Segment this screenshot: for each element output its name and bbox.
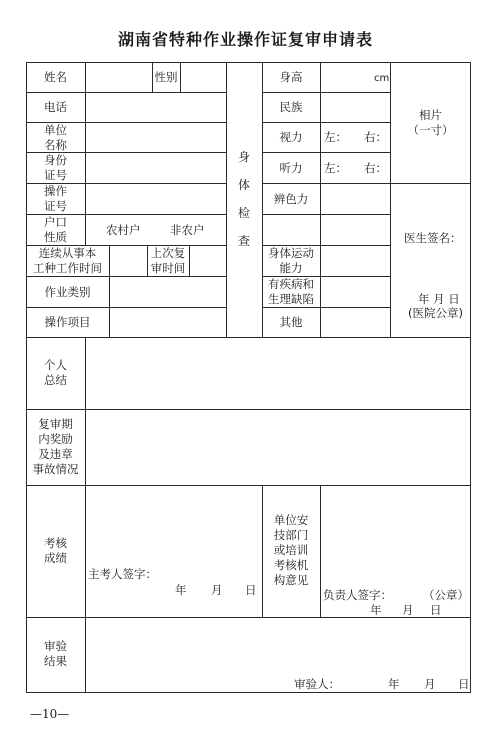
last-review-label: 上次复 审时间 xyxy=(150,246,186,275)
non-rural-option[interactable]: 非农户 xyxy=(170,223,205,237)
hearing-right-label: 右： xyxy=(364,161,387,175)
height-label: 身高 xyxy=(279,70,303,84)
examiner-year: 年 xyxy=(175,583,187,597)
motor-ability-label: 身体运动 能力 xyxy=(268,246,314,275)
form-title: 湖南省特种作业操作证复审申请表 xyxy=(117,30,373,49)
phone-label: 电话 xyxy=(44,100,67,114)
exam-date: 年 月 日 xyxy=(418,292,460,306)
op-item-label: 操作项目 xyxy=(44,315,91,329)
hearing-label: 听力 xyxy=(279,161,303,175)
physical-exam-char-1: 身 xyxy=(237,150,250,164)
work-category-label: 作业类别 xyxy=(44,285,91,299)
physical-exam-char-3: 检 xyxy=(237,206,250,220)
audit-month: 月 xyxy=(424,677,436,691)
ethnicity-label: 民族 xyxy=(279,100,303,114)
review-record-label: 复审期 内奖励 及违章 事故情况 xyxy=(32,417,79,476)
physical-exam-label xyxy=(226,148,262,260)
vision-label: 视力 xyxy=(279,130,303,144)
name-label: 姓名 xyxy=(44,70,67,84)
hospital-seal-label: (医院公章) xyxy=(408,306,463,320)
id-number-label: 身份 证号 xyxy=(44,153,67,182)
vision-right-label: 右： xyxy=(364,130,387,144)
audit-result-label: 审验 结果 xyxy=(44,639,67,668)
gender-label: 性别 xyxy=(154,70,178,84)
examiner-day: 日 xyxy=(245,583,257,597)
rural-option[interactable]: 农村户 xyxy=(106,223,141,237)
physical-exam-char-4: 查 xyxy=(237,234,250,248)
assessment-label: 考核 成绩 xyxy=(44,536,67,565)
unit-opinion-label: 单位安 技部门 或培训 考核机 构意见 xyxy=(273,513,309,587)
opinion-day: 日 xyxy=(430,603,442,617)
examiner-signature-label: 主考人签字： xyxy=(88,567,157,581)
hukou-label: 户口 性质 xyxy=(44,215,67,244)
personal-summary-label: 个人 总结 xyxy=(44,358,67,387)
examiner-month: 月 xyxy=(211,583,223,597)
opinion-month: 月 xyxy=(402,603,414,617)
other-label: 其他 xyxy=(279,315,303,329)
physical-exam-char-2: 体 xyxy=(237,178,250,192)
defects-label: 有疾病和 生理缺陷 xyxy=(268,277,314,306)
photo-label: 相片 （一寸） xyxy=(407,108,454,137)
vision-left-label: 左： xyxy=(324,130,347,144)
color-vision-label: 辨色力 xyxy=(273,192,309,206)
doctor-signature-label: 医生签名： xyxy=(404,231,462,245)
op-cert-label: 操作 证号 xyxy=(44,184,67,213)
page-number: —10— xyxy=(30,707,70,721)
height-unit: cm xyxy=(374,73,390,84)
unit-name-label: 单位 名称 xyxy=(44,123,67,152)
official-seal-label: （公章） xyxy=(423,588,469,602)
opinion-year: 年 xyxy=(370,603,382,617)
audit-day: 日 xyxy=(458,677,470,691)
work-time-label: 连续从事本 工种工作时间 xyxy=(33,246,102,275)
hearing-left-label: 左： xyxy=(324,161,347,175)
auditor-label: 审验人： xyxy=(294,677,340,691)
audit-year: 年 xyxy=(388,677,400,691)
leader-signature-label: 负责人签字： xyxy=(323,588,392,602)
